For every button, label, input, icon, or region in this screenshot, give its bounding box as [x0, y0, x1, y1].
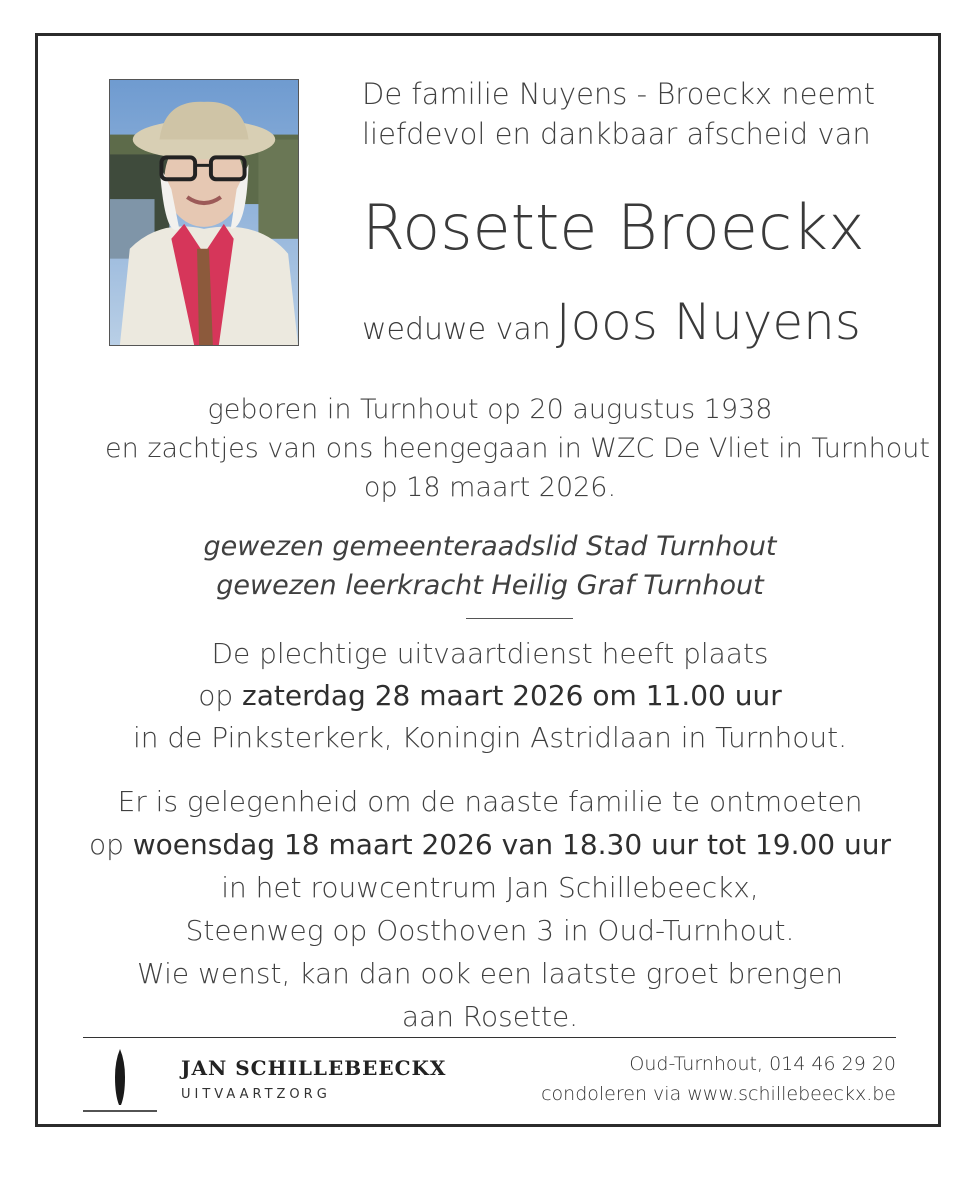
visit-line: in het rouwcentrum Jan Schillebeeckx,	[221, 871, 759, 904]
contact-info	[541, 1049, 896, 1109]
visitation-info	[0, 780, 980, 1038]
funeral-home-subtitle: UITVAARTZORG	[181, 1087, 331, 1102]
visit-date-line	[0, 823, 980, 866]
footer-rule	[83, 1037, 896, 1038]
portrait-photo	[109, 79, 299, 346]
contact-website[interactable]: condoleren via www.schillebeeckx.be	[541, 1083, 896, 1105]
visit-prefix: op	[88, 828, 124, 861]
deceased-name: Rosette Broeckx	[362, 191, 865, 264]
visit-line: Er is gelegenheid om de naaste familie te ontmoeten	[117, 785, 863, 818]
ceremony-datetime: zaterdag 28 maart 2026 om 11.00 uur	[242, 679, 782, 712]
visit-line: aan Rosette.	[401, 1000, 579, 1033]
ceremony-line: De plechtige uitvaartdienst heeft plaats	[211, 637, 769, 670]
former-titles	[0, 527, 980, 605]
widow-line	[362, 293, 861, 351]
intro-line: De familie Nuyens - Broeckx neemt	[362, 77, 875, 111]
visit-line: Wie wenst, kan dan ook een laatste groet brengen	[137, 957, 843, 990]
ceremony-date-line	[0, 675, 980, 717]
section-divider	[466, 618, 573, 619]
visit-line: Steenweg op Oosthoven 3 in Oud-Turnhout.	[185, 914, 795, 947]
born-line: en zachtjes van ons heengegaan in WZC De Vliet in Turnhout	[105, 433, 930, 464]
birth-death-info	[0, 390, 980, 507]
widow-prefix: weduwe van	[362, 312, 551, 347]
spouse-name: Joos Nuyens	[555, 293, 861, 351]
born-line: geboren in Turnhout op 20 augustus 1938	[207, 394, 773, 425]
ceremony-location: in de Pinksterkerk, Koningin Astridlaan in Turnhout.	[132, 721, 848, 754]
title-line: gewezen leerkracht Heilig Graf Turnhout	[216, 570, 764, 601]
ceremony-info	[0, 633, 980, 759]
title-line: gewezen gemeenteraadslid Stad Turnhout	[203, 531, 777, 562]
intro-text	[362, 74, 875, 154]
born-line: op 18 maart 2026.	[363, 472, 617, 503]
contact-phone: Oud-Turnhout, 014 46 29 20	[629, 1053, 896, 1075]
ceremony-prefix: op	[198, 679, 234, 712]
funeral-home-name: JAN SCHILLEBEECKX	[181, 1056, 447, 1080]
cypress-tree-icon	[83, 1047, 157, 1113]
visit-datetime: woensdag 18 maart 2026 van 18.30 uur tot 19.00 uur	[132, 828, 892, 861]
intro-line: liefdevol en dankbaar afscheid van	[362, 117, 871, 151]
